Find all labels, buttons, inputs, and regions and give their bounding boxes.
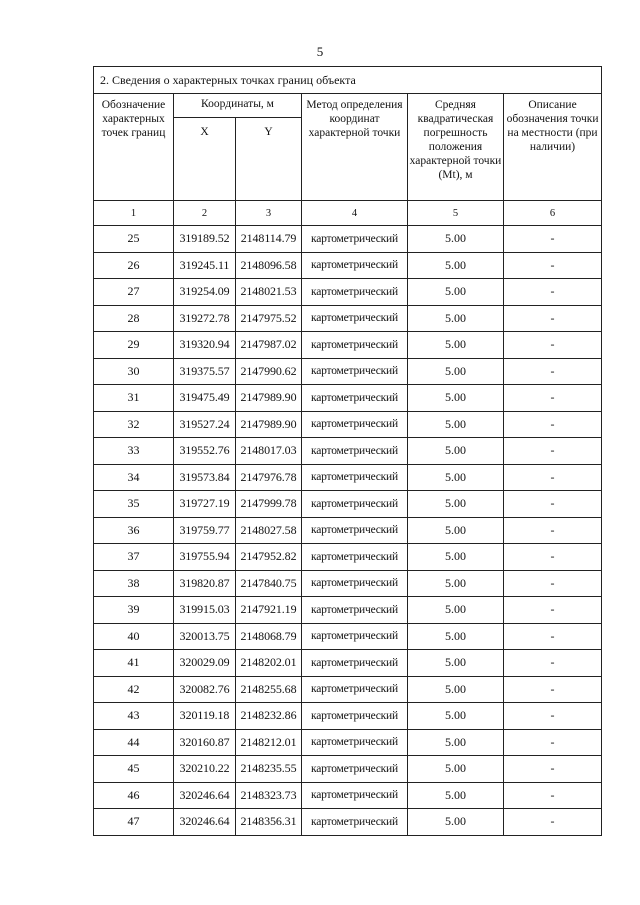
method-cell: картометрический (302, 332, 408, 359)
column-number-row (94, 201, 602, 226)
method-cell: картометрический (302, 438, 408, 465)
coordinate-y: 2147999.78 (236, 491, 302, 518)
table-row (94, 544, 602, 571)
description-cell: - (504, 464, 602, 491)
column-number: 2 (174, 201, 236, 226)
section-title: 2. Сведения о характерных точках границ объекта (94, 67, 602, 94)
error-cell: 5.00 (408, 570, 504, 597)
coordinate-y: 2147921.19 (236, 597, 302, 624)
coordinate-x: 319245.11 (174, 252, 236, 279)
method-cell: картометрический (302, 358, 408, 385)
error-cell: 5.00 (408, 252, 504, 279)
description-cell: - (504, 703, 602, 730)
coordinate-y: 2147840.75 (236, 570, 302, 597)
coordinate-x: 319727.19 (174, 491, 236, 518)
point-number: 30 (94, 358, 174, 385)
boundary-points-table (93, 66, 602, 836)
error-cell: 5.00 (408, 544, 504, 571)
point-number: 42 (94, 676, 174, 703)
table-row (94, 517, 602, 544)
coordinate-y: 2147976.78 (236, 464, 302, 491)
coordinate-x: 320029.09 (174, 650, 236, 677)
error-cell: 5.00 (408, 782, 504, 809)
coordinate-x: 319820.87 (174, 570, 236, 597)
error-cell: 5.00 (408, 650, 504, 677)
point-number: 45 (94, 756, 174, 783)
column-number: 5 (408, 201, 504, 226)
method-cell: картометрический (302, 809, 408, 836)
description-cell: - (504, 252, 602, 279)
table-row (94, 438, 602, 465)
coordinate-y: 2148323.73 (236, 782, 302, 809)
table-row (94, 809, 602, 836)
description-cell: - (504, 385, 602, 412)
coordinate-y: 2148017.03 (236, 438, 302, 465)
method-cell: картометрический (302, 597, 408, 624)
coordinate-y: 2148021.53 (236, 279, 302, 306)
error-cell: 5.00 (408, 438, 504, 465)
method-cell: картометрический (302, 305, 408, 332)
point-number: 41 (94, 650, 174, 677)
coordinate-x: 319552.76 (174, 438, 236, 465)
error-cell: 5.00 (408, 756, 504, 783)
error-cell: 5.00 (408, 517, 504, 544)
error-cell: 5.00 (408, 411, 504, 438)
description-cell: - (504, 491, 602, 518)
description-cell: - (504, 729, 602, 756)
column-number: 4 (302, 201, 408, 226)
description-cell: - (504, 332, 602, 359)
coordinate-y: 2147952.82 (236, 544, 302, 571)
coordinate-y: 2147990.62 (236, 358, 302, 385)
description-cell: - (504, 438, 602, 465)
table-row (94, 570, 602, 597)
error-cell: 5.00 (408, 279, 504, 306)
point-number: 40 (94, 623, 174, 650)
table-row (94, 226, 602, 253)
method-cell: картометрический (302, 570, 408, 597)
error-cell: 5.00 (408, 623, 504, 650)
description-cell: - (504, 544, 602, 571)
table-row (94, 279, 602, 306)
coordinate-y: 2147989.90 (236, 385, 302, 412)
point-number: 37 (94, 544, 174, 571)
coordinate-x: 319573.84 (174, 464, 236, 491)
description-cell: - (504, 809, 602, 836)
coordinate-x: 319915.03 (174, 597, 236, 624)
page-number: 5 (316, 44, 324, 59)
coordinate-y: 2148202.01 (236, 650, 302, 677)
method-cell: картометрический (302, 226, 408, 253)
coordinate-x: 319527.24 (174, 411, 236, 438)
error-cell: 5.00 (408, 729, 504, 756)
coordinate-x: 320119.18 (174, 703, 236, 730)
coordinate-x: 320160.87 (174, 729, 236, 756)
table-row (94, 782, 602, 809)
point-number: 35 (94, 491, 174, 518)
description-cell: - (504, 570, 602, 597)
header-method: Метод определения координат характерной точки (302, 94, 408, 201)
point-number: 27 (94, 279, 174, 306)
error-cell: 5.00 (408, 358, 504, 385)
description-cell: - (504, 650, 602, 677)
coordinate-y: 2148235.55 (236, 756, 302, 783)
coordinate-y: 2148096.58 (236, 252, 302, 279)
point-number: 43 (94, 703, 174, 730)
description-cell: - (504, 517, 602, 544)
point-number: 46 (94, 782, 174, 809)
coordinate-x: 320013.75 (174, 623, 236, 650)
method-cell: картометрический (302, 703, 408, 730)
table-row (94, 491, 602, 518)
description-cell: - (504, 623, 602, 650)
coordinate-x: 320210.22 (174, 756, 236, 783)
method-cell: картометрический (302, 623, 408, 650)
table-row (94, 623, 602, 650)
point-number: 32 (94, 411, 174, 438)
method-cell: картометрический (302, 676, 408, 703)
coordinate-y: 2148114.79 (236, 226, 302, 253)
coordinate-y: 2148232.86 (236, 703, 302, 730)
column-number: 6 (504, 201, 602, 226)
coordinate-x: 319755.94 (174, 544, 236, 571)
method-cell: картометрический (302, 650, 408, 677)
point-number: 33 (94, 438, 174, 465)
table-row (94, 676, 602, 703)
method-cell: картометрический (302, 544, 408, 571)
coordinate-x: 320246.64 (174, 782, 236, 809)
error-cell: 5.00 (408, 305, 504, 332)
coordinate-x: 319759.77 (174, 517, 236, 544)
point-number: 39 (94, 597, 174, 624)
point-number: 28 (94, 305, 174, 332)
method-cell: картометрический (302, 491, 408, 518)
description-cell: - (504, 597, 602, 624)
table-row (94, 411, 602, 438)
error-cell: 5.00 (408, 703, 504, 730)
error-cell: 5.00 (408, 385, 504, 412)
method-cell: картометрический (302, 517, 408, 544)
coordinate-y: 2148212.01 (236, 729, 302, 756)
coordinate-y: 2147975.52 (236, 305, 302, 332)
table-row (94, 650, 602, 677)
description-cell: - (504, 756, 602, 783)
error-cell: 5.00 (408, 332, 504, 359)
table-row (94, 358, 602, 385)
point-number: 47 (94, 809, 174, 836)
point-number: 34 (94, 464, 174, 491)
description-cell: - (504, 226, 602, 253)
table-row (94, 332, 602, 359)
table-row (94, 729, 602, 756)
error-cell: 5.00 (408, 597, 504, 624)
table-row (94, 252, 602, 279)
header-x: X (174, 118, 236, 201)
header-error: Средняя квадратическая погрешность положения характерной точки (Mt), м (408, 94, 504, 201)
header-y: Y (236, 118, 302, 201)
description-cell: - (504, 676, 602, 703)
point-number: 36 (94, 517, 174, 544)
description-cell: - (504, 279, 602, 306)
point-number: 38 (94, 570, 174, 597)
coordinate-x: 320082.76 (174, 676, 236, 703)
description-cell: - (504, 411, 602, 438)
error-cell: 5.00 (408, 464, 504, 491)
coordinate-x: 319272.78 (174, 305, 236, 332)
point-number: 25 (94, 226, 174, 253)
description-cell: - (504, 782, 602, 809)
table-row (94, 464, 602, 491)
column-number: 3 (236, 201, 302, 226)
method-cell: картометрический (302, 756, 408, 783)
description-cell: - (504, 358, 602, 385)
method-cell: картометрический (302, 729, 408, 756)
coordinate-y: 2147989.90 (236, 411, 302, 438)
header-coordinates: Координаты, м (174, 94, 302, 118)
coordinate-y: 2148255.68 (236, 676, 302, 703)
method-cell: картометрический (302, 464, 408, 491)
point-number: 29 (94, 332, 174, 359)
table-row (94, 756, 602, 783)
point-number: 44 (94, 729, 174, 756)
column-number: 1 (94, 201, 174, 226)
coordinate-x: 319189.52 (174, 226, 236, 253)
coordinate-x: 319375.57 (174, 358, 236, 385)
description-cell: - (504, 305, 602, 332)
coordinate-y: 2148356.31 (236, 809, 302, 836)
coordinate-x: 319254.09 (174, 279, 236, 306)
method-cell: картометрический (302, 385, 408, 412)
method-cell: картометрический (302, 782, 408, 809)
coordinate-x: 319320.94 (174, 332, 236, 359)
table-row (94, 305, 602, 332)
coordinate-x: 319475.49 (174, 385, 236, 412)
table-row (94, 385, 602, 412)
table-row (94, 597, 602, 624)
header-description: Описание обозначения точки на местности (при наличии) (504, 94, 602, 201)
error-cell: 5.00 (408, 676, 504, 703)
table-body (94, 226, 602, 836)
error-cell: 5.00 (408, 491, 504, 518)
method-cell: картометрический (302, 411, 408, 438)
header-designation: Обозначение характерных точек границ (94, 94, 174, 201)
coordinate-x: 320246.64 (174, 809, 236, 836)
coordinate-y: 2147987.02 (236, 332, 302, 359)
error-cell: 5.00 (408, 809, 504, 836)
coordinate-y: 2148068.79 (236, 623, 302, 650)
method-cell: картометрический (302, 252, 408, 279)
method-cell: картометрический (302, 279, 408, 306)
error-cell: 5.00 (408, 226, 504, 253)
point-number: 26 (94, 252, 174, 279)
table-row (94, 703, 602, 730)
coordinate-y: 2148027.58 (236, 517, 302, 544)
point-number: 31 (94, 385, 174, 412)
